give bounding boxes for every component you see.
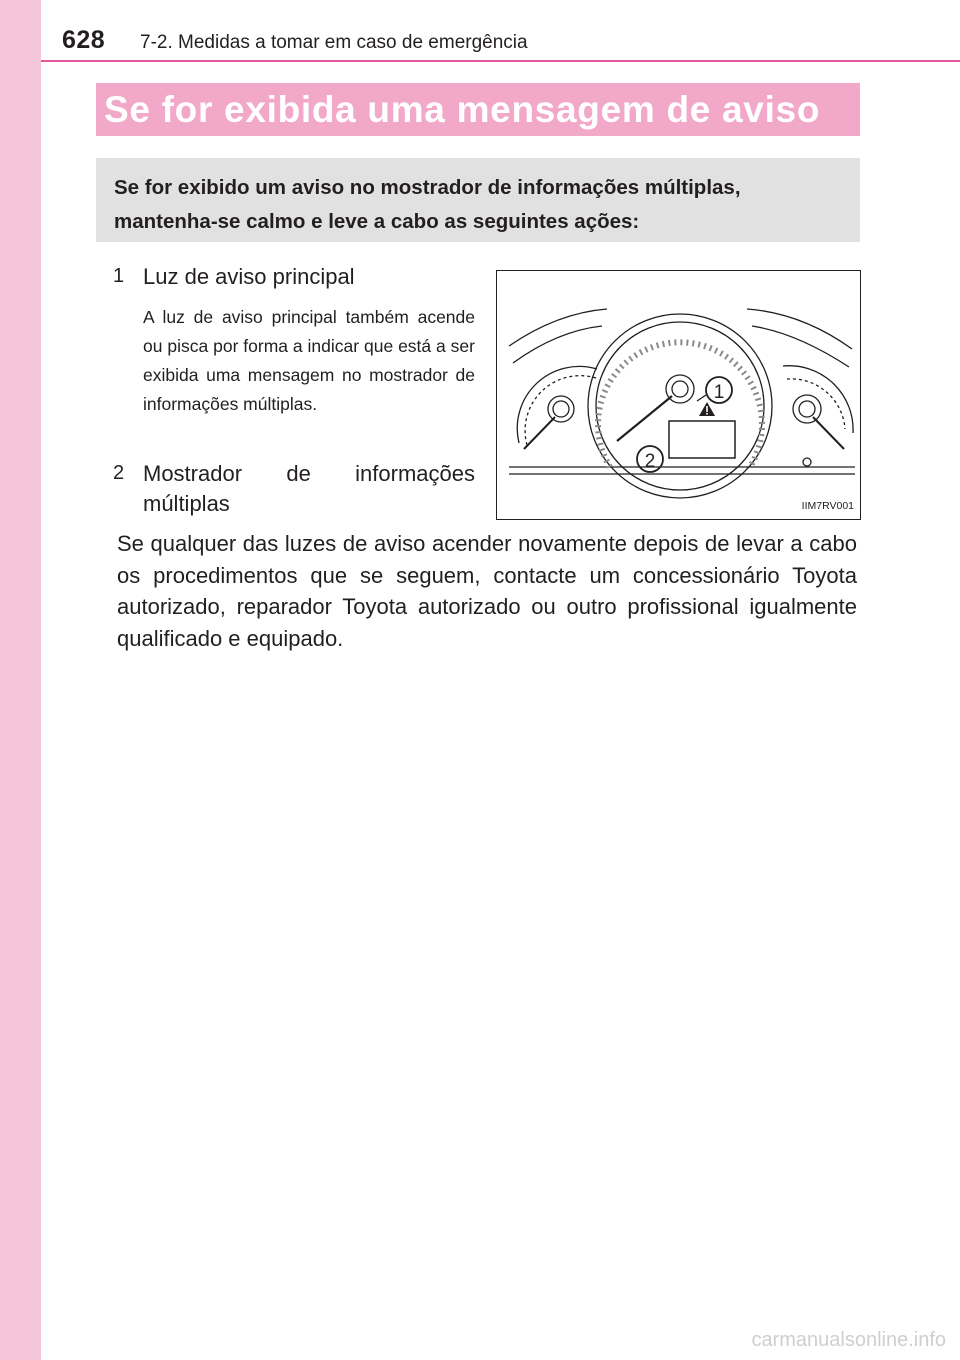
header-rule [41,60,960,62]
page-number: 628 [62,26,106,54]
item-2-number: 2 [113,462,125,484]
callout-2-label: 2 [644,451,656,472]
side-color-strip [0,0,41,1360]
instrument-cluster-figure [496,270,861,520]
body-paragraph: Se qualquer das luzes de aviso acender novamente depois de levar a cabo os procedimentos que se seguem, contacte um concessionário Toyota autorizado, reparador Toyota autorizado ou outro profissional igualmente qualificado e equipado. [117,531,857,651]
item-1-number: 1 [113,265,125,287]
intro-box [96,158,860,242]
item-1-description: A luz de aviso principal também acende ou pisca por forma a indicar que está a ser exibida uma mensagem no mostrador de informações múltiplas. [143,307,475,414]
item-1-title: Luz de aviso principal [143,264,355,289]
callout-1-label: 1 [713,382,725,403]
figure-code: IIM7RV001 [801,500,854,512]
instrument-cluster-drawing [497,271,862,521]
section-title: 7-2. Medidas a tomar em caso de emergência [140,32,528,53]
intro-line-2: mantenha-se calmo e leve a cabo as seguintes ações: [114,210,640,233]
item-2-title: Mostrador de informações múltiplas [143,461,475,516]
footer-watermark: carmanualsonline.info [751,1329,946,1351]
page-title: Se for exibida uma mensagem de aviso [104,89,821,130]
title-banner [96,83,860,136]
intro-line-1: Se for exibido um aviso no mostrador de informações múltiplas, [114,176,741,199]
